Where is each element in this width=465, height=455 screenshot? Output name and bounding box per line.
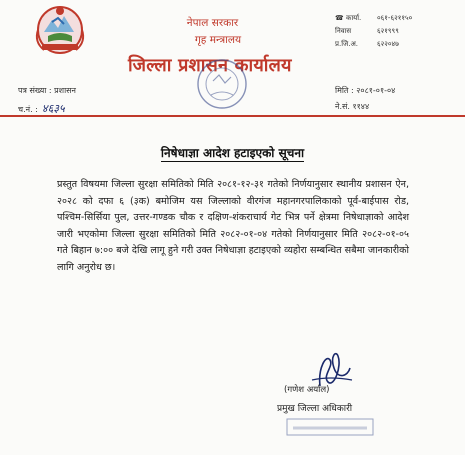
nepal-sambat: ने.सं. ११४४ <box>335 102 370 111</box>
contact-office: ☎ कार्या. ०६१-६२११५० <box>335 14 413 22</box>
office-seal-icon <box>193 55 251 113</box>
government-name: नेपाल सरकार <box>186 17 239 29</box>
office-name: जिल्ला प्रशासन कार्यालय <box>128 55 292 76</box>
contact-residence: निवास ६२१९९९ <box>335 27 399 35</box>
designation-stamp-icon <box>285 416 375 438</box>
date: मिति : २०८१-०१-०४ <box>335 86 396 95</box>
notice-title: निषेधाज्ञा आदेश हटाइएको सूचना <box>160 146 305 160</box>
nepal-emblem-icon <box>30 2 90 56</box>
letter-number: पत्र संख्या : प्रशासन <box>18 86 76 95</box>
signatory-name: (गणेश अर्याल) <box>284 385 330 395</box>
notice-body: प्रस्तुत विषयमा जिल्ला सुरक्षा समितिको मिति २०८१-१२-३१ गतेको निर्णयानुसार स्थानीय प्रशासन ऐन, २०२८ को दफा ६ (३क) बमोजिम यस जिल्लाको वीरगंज महानगरपालिकाको पूर्व-बाईपास रोड, पश्चिम-सिर्सिया पुल, उत्तर-गण्डक चौक र दक्षिण-शंकराचार्य गेट भित्र पर्ने क्षेत्रमा निषेधाज्ञाको आदेश जारी भएकोमा जिल्ला सुरक्षा समितिको मिति २०८२-०१-०४ गतेको निर्णयानुसार मिति २०८२-०१-०५ गते बिहान ७:०० बजे देखि लागू हुने गरी उक्त निषेधाज्ञा हटाइएको व्यहोरा सम्बन्धित सबैमा जानकारीको लागि अनुरोध छ। <box>57 179 409 273</box>
contact-cdo: प्र.जि.अ. ६२२०४७ <box>335 40 399 48</box>
dispatch-number: च.नं. : ४६३५ <box>18 102 65 115</box>
header-divider <box>0 115 465 117</box>
ministry-name: गृह मन्त्रालय <box>194 34 242 46</box>
signatory-designation: प्रमुख जिल्ला अधिकारी <box>277 404 353 414</box>
dispatch-number-value: ४६३५ <box>41 102 65 115</box>
